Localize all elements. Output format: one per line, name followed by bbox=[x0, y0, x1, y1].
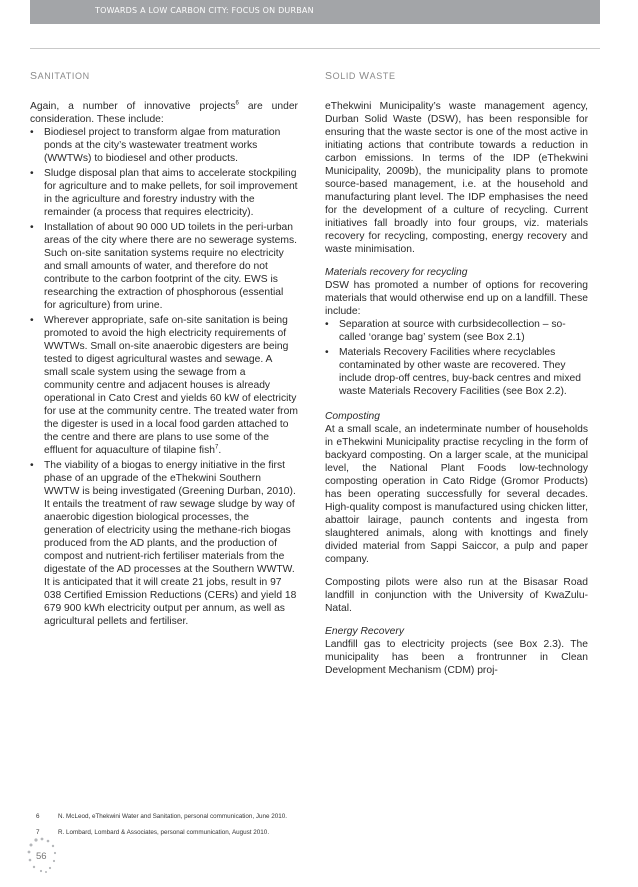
footnote-7: 7 R. Lombard, Lombard & Associates, personal communication, August 2010. bbox=[36, 829, 270, 836]
bullet-icon: • bbox=[30, 222, 34, 233]
sanitation-intro: Again, a number of innovative projects$^6$ are under consideration. These include: bbox=[30, 100, 298, 125]
header-bar bbox=[30, 0, 600, 24]
list-item: • Wherever appropriate, safe on-site sanitation is being promoted to avoid the high electricity requirements of WWTWs. Small on-site anaerobic digesters are being tested to digest agricultural wastes and sewage. A small scale system using the sewage from a community centre and adjacent houses is already operational in Cato Crest and yields 60 kW of electricity for use at the community centre. The treated water from the digester is used in a local food garden attached to the centre and there are plans to use some of the effluent for aquaculture of tilapine fish$^7$. bbox=[30, 315, 298, 456]
footnotes bbox=[36, 812, 596, 844]
materials-recovery-list bbox=[325, 318, 588, 398]
list-item: • The viability of a biogas to energy initiative in the first phase of an upgrade of the eThekwini Southern WWTW is being investigated (Greening Durban, 2010). It entails the treatment of raw sewage sludge by way of anaerobic digestion biological processes, the generation of electricity using the methane-rich biogas produced from the AD plants, and the production of compost and nutrient-rich fertiliser materials from the digestate of the AD processes at the Southern WWTW. It is anticipated that it will create 21 jobs, result in 97 038 Certified Emission Reductions (CERs) and yield 18 679 900 kWh electricity output per annum, as well as agricultural pellets and fertiliser. bbox=[30, 460, 297, 627]
composting-text: At a small scale, an indeterminate number of households in eThekwini Municipality practise recycling in the form of backyard composting. On a larger scale, at the municipal level, the National Plant Foods low-technology composting operation in Cato Ridge (Gromor Products) has been operating successfully for several decades. High-quality compost is manufactured using chicken litter, abattoir lairage, paunch contents and ingesta from slaughtered animals, along with knottings and finely divided material from Sappi Saiccor, a pulp and paper company. bbox=[325, 424, 588, 565]
list-item: • Installation of about 90 000 UD toilets in the peri-urban areas of the city where there are no sewerage systems. Such on-site sanitation systems require no electricity and small amounts of water, and therefore do not contribute to the carbon footprint of the city. EWS is researching the extraction of phosphorous (essential for agriculture) from urine. bbox=[30, 222, 297, 311]
subheading-materials-recovery: Materials recovery for recycling bbox=[325, 267, 468, 278]
bullet-icon: • bbox=[30, 315, 34, 326]
bullet-icon: • bbox=[325, 319, 329, 330]
subheading-composting: Composting bbox=[325, 411, 380, 422]
page-number: 56 bbox=[36, 851, 47, 862]
list-item: • Separation at source with curbsidecollection – so-called ‘orange bag’ system (see Box 2.1) bbox=[325, 319, 566, 343]
bullet-icon: • bbox=[30, 168, 34, 179]
left-column bbox=[30, 70, 298, 630]
bullet-icon: • bbox=[325, 347, 329, 358]
footnote-ref-6[interactable]: 6 bbox=[235, 100, 239, 107]
list-item: • Sludge disposal plan that aims to accelerate stockpiling for agriculture and to make pellets, for soil improvement in the agriculture and forestry industry with the remainder (a process that requires electricity). bbox=[30, 168, 298, 218]
materials-recovery-text: DSW has promoted a number of options for recovering materials that would otherwise end up on a landfill. These include: bbox=[325, 280, 588, 317]
sanitation-list bbox=[30, 126, 298, 628]
section-heading-sanitation: SANITATION bbox=[30, 70, 90, 82]
list-item: • Biodiesel project to transform algae from maturation ponds at the city’s wastewater treatment works (WWTWs) to biodiesel and other products. bbox=[30, 127, 281, 164]
list-item: • Materials Recovery Facilities where recyclables contaminated by other waste are recovered. They include drop-off centres, buy-back centres and mixed waste Materials Recovery Facilities (see Box 2.2). bbox=[325, 347, 581, 397]
solid-waste-intro: eThekwini Municipality’s waste management agency, Durban Solid Waste (DSW), has been responsible for ensuring that the waste sector is one of the most active in initiating actions that contribute towards a reduction in carbon emissions. In terms of the IDP (eThekwini Municipality, 2009b), the municipality plans to promote source-based management, i.e. at the household and manufacturing plant level. The IDP emphasises the need for the development of a culture of recycling. Current initiatives fall broadly into four groups, viz. materials recovery for recycling, composting, energy recovery and waste minimisation. bbox=[325, 101, 588, 255]
header-rule bbox=[30, 48, 600, 49]
bullet-icon: • bbox=[30, 460, 34, 471]
footnote-6: 6 N. McLeod, eThekwini Water and Sanitation, personal communication, June 2010. bbox=[36, 813, 288, 820]
footnote-ref-7[interactable]: 7 bbox=[214, 444, 219, 451]
energy-recovery-text: Landfill gas to electricity projects (see Box 2.3). The municipality has been a frontrunner in Clean Development Mechanism (CDM) proj- bbox=[325, 639, 588, 676]
subheading-energy-recovery: Energy Recovery bbox=[325, 626, 404, 637]
composting-pilots-text: Composting pilots were also run at the Bisasar Road landfill in conjunction with the University of KwaZulu-Natal. bbox=[325, 577, 588, 614]
section-heading-solid-waste: SOLID WASTE bbox=[325, 70, 396, 82]
header-title: TOWARDS A LOW CARBON CITY: FOCUS ON DURBAN bbox=[95, 6, 314, 15]
bullet-icon: • bbox=[30, 127, 34, 138]
right-column bbox=[325, 70, 588, 677]
